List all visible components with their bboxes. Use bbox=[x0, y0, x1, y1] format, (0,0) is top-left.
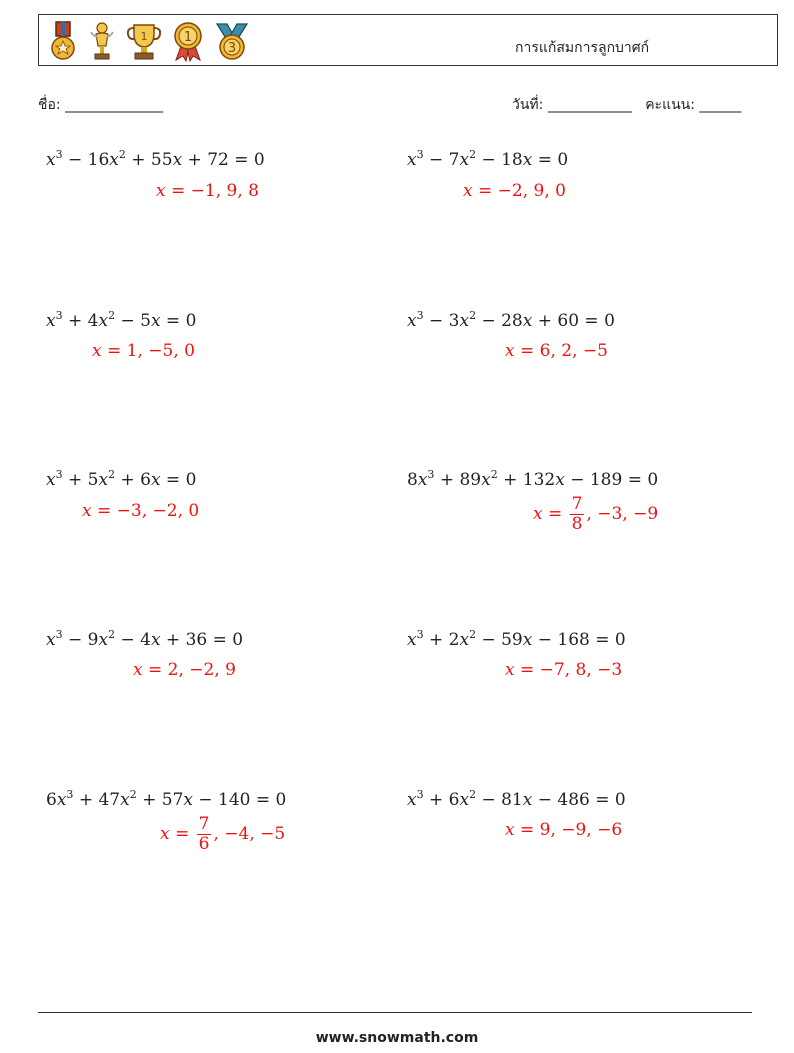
equation-part: x bbox=[522, 150, 533, 170]
equation-part: + 6 bbox=[423, 790, 460, 810]
equation-part: 3 bbox=[66, 788, 74, 801]
trophy-figure-icon bbox=[87, 20, 117, 62]
rosette-one-icon bbox=[171, 20, 205, 62]
equation-part: x bbox=[150, 630, 161, 650]
svg-text:1: 1 bbox=[140, 30, 148, 43]
equation-part: = 0 bbox=[160, 470, 197, 490]
problem-equation bbox=[407, 630, 626, 650]
answer-fraction bbox=[570, 495, 585, 533]
problem-equation bbox=[46, 150, 265, 170]
equation-part: x bbox=[109, 150, 119, 170]
equation-part: x bbox=[407, 790, 417, 810]
answer-values: = −2, 9, 0 bbox=[472, 181, 566, 201]
problem-answer bbox=[505, 660, 622, 680]
fraction-numerator: 7 bbox=[571, 494, 583, 514]
footer-url: www.snowmath.com bbox=[315, 1030, 479, 1046]
answer-values: = 6, 2, −5 bbox=[514, 341, 608, 361]
equation-part: x bbox=[522, 630, 533, 650]
equation-part: x bbox=[183, 790, 193, 810]
answer-equals: = bbox=[542, 504, 568, 525]
equation-part: 2 bbox=[108, 628, 116, 641]
svg-text:1: 1 bbox=[183, 30, 193, 45]
answer-variable: x bbox=[533, 504, 543, 525]
equation-part: x bbox=[555, 470, 565, 490]
equation-part: − 18 bbox=[476, 150, 523, 170]
equation-part: x bbox=[120, 790, 130, 810]
problem-equation bbox=[46, 470, 196, 490]
problem-equation bbox=[407, 311, 615, 331]
equation-part: − 3 bbox=[423, 311, 460, 331]
equation-part: − 7 bbox=[423, 150, 460, 170]
problem-answer bbox=[463, 181, 566, 201]
problem-equation bbox=[407, 150, 568, 170]
equation-part: + 5 bbox=[62, 470, 99, 490]
answer-variable: x bbox=[505, 660, 515, 680]
date-field-label: วันที่: ____________ bbox=[512, 97, 632, 113]
problem-answer bbox=[533, 495, 658, 533]
equation-part: x bbox=[56, 790, 67, 810]
equation-part: x bbox=[407, 150, 417, 170]
equation-part: − 4 bbox=[115, 630, 151, 650]
answer-values: = 1, −5, 0 bbox=[101, 341, 195, 361]
fraction-numerator: 7 bbox=[198, 814, 210, 834]
equation-part: 2 bbox=[108, 309, 116, 322]
equation-part: x bbox=[522, 790, 533, 810]
worksheet-title: การแก้สมการลูกบาศก์ bbox=[515, 40, 650, 56]
equation-part: − 5 bbox=[115, 311, 151, 331]
equation-part: 2 bbox=[469, 628, 477, 641]
equation-part: + 6 bbox=[115, 470, 151, 490]
equation-part: 3 bbox=[55, 628, 63, 641]
equation-part: x bbox=[150, 311, 161, 331]
trophy-cup-icon bbox=[125, 20, 163, 62]
answer-values: = −7, 8, −3 bbox=[514, 660, 623, 680]
footer-divider bbox=[38, 1012, 752, 1013]
problem-equation bbox=[46, 790, 286, 810]
answer-variable: x bbox=[92, 341, 102, 361]
answer-variable: x bbox=[463, 181, 473, 201]
equation-part: − 59 bbox=[476, 630, 523, 650]
equation-part: 2 bbox=[108, 468, 116, 481]
equation-part: 6 bbox=[46, 790, 57, 810]
equation-part: + 60 = 0 bbox=[532, 311, 615, 331]
equation-part: 2 bbox=[469, 309, 477, 322]
equation-part: x bbox=[172, 150, 183, 170]
equation-part: x bbox=[46, 311, 56, 331]
medal-three-icon bbox=[213, 20, 251, 62]
equation-part: + 55 bbox=[125, 150, 173, 170]
problem-answer bbox=[92, 341, 195, 361]
fraction-denominator: 6 bbox=[198, 833, 210, 854]
answer-values: , −4, −5 bbox=[213, 824, 286, 845]
answer-equals: = bbox=[169, 824, 195, 845]
answer-values: = −3, −2, 0 bbox=[91, 501, 200, 521]
equation-part: + 36 = 0 bbox=[160, 630, 244, 650]
equation-part: 2 bbox=[469, 788, 477, 801]
equation-part: 2 bbox=[129, 788, 137, 801]
problem-equation bbox=[46, 311, 196, 331]
date-score-row bbox=[512, 94, 741, 116]
problem-answer bbox=[160, 815, 285, 853]
equation-part: x bbox=[459, 790, 470, 810]
equation-part: x bbox=[459, 311, 470, 331]
answer-variable: x bbox=[156, 181, 166, 201]
svg-text:3: 3 bbox=[227, 41, 237, 56]
equation-part: − 140 = 0 bbox=[192, 790, 287, 810]
equation-part: + 132 bbox=[497, 470, 556, 490]
equation-part: − 486 = 0 bbox=[532, 790, 626, 810]
equation-part: x bbox=[481, 470, 491, 490]
medal-star-icon bbox=[47, 20, 79, 62]
score-field-label: คะแนน: ______ bbox=[645, 97, 742, 113]
name-field-label: ชื่อ: ______________ bbox=[38, 97, 164, 113]
answer-values: , −3, −9 bbox=[586, 504, 659, 525]
equation-part: x bbox=[407, 630, 417, 650]
answer-fraction bbox=[197, 815, 212, 853]
problem-answer bbox=[505, 820, 622, 840]
answer-variable: x bbox=[505, 341, 515, 361]
equation-part: 3 bbox=[55, 309, 63, 322]
equation-part: x bbox=[150, 470, 161, 490]
equation-part: − 16 bbox=[62, 150, 110, 170]
equation-part: − 9 bbox=[62, 630, 99, 650]
problem-equation bbox=[407, 790, 626, 810]
equation-part: x bbox=[459, 630, 470, 650]
answer-variable: x bbox=[133, 660, 143, 680]
equation-part: + 4 bbox=[62, 311, 99, 331]
equation-part: − 81 bbox=[476, 790, 523, 810]
equation-part: x bbox=[46, 630, 56, 650]
answer-variable: x bbox=[505, 820, 515, 840]
problem-answer bbox=[505, 341, 608, 361]
equation-part: x bbox=[417, 470, 428, 490]
equation-part: 2 bbox=[469, 148, 477, 161]
equation-part: x bbox=[98, 470, 109, 490]
equation-part: 3 bbox=[416, 309, 424, 322]
equation-part: x bbox=[459, 150, 470, 170]
equation-part: 3 bbox=[416, 148, 424, 161]
problem-answer bbox=[82, 501, 199, 521]
equation-part: 2 bbox=[490, 468, 498, 481]
equation-part: 3 bbox=[427, 468, 435, 481]
equation-part: 3 bbox=[416, 788, 424, 801]
equation-part: x bbox=[522, 311, 533, 331]
equation-part: = 0 bbox=[532, 150, 569, 170]
equation-part: − 168 = 0 bbox=[532, 630, 626, 650]
equation-part: − 189 = 0 bbox=[564, 470, 659, 490]
answer-values: = 2, −2, 9 bbox=[142, 660, 236, 680]
equation-part: x bbox=[46, 470, 56, 490]
equation-part: + 57 bbox=[136, 790, 184, 810]
equation-part: 2 bbox=[118, 148, 126, 161]
equation-part: + 2 bbox=[423, 630, 460, 650]
equation-part: x bbox=[98, 630, 109, 650]
equation-part: x bbox=[46, 150, 56, 170]
equation-part: + 47 bbox=[73, 790, 121, 810]
equation-part: − 28 bbox=[476, 311, 523, 331]
equation-part: 8 bbox=[407, 470, 418, 490]
problem-equation bbox=[407, 470, 658, 490]
problem-answer bbox=[133, 660, 236, 680]
header-icons bbox=[47, 19, 251, 63]
equation-part: x bbox=[407, 311, 417, 331]
fraction-denominator: 8 bbox=[571, 513, 583, 534]
header-box bbox=[38, 14, 778, 66]
equation-part: 3 bbox=[416, 628, 424, 641]
answer-variable: x bbox=[160, 824, 170, 845]
answer-values: = −1, 9, 8 bbox=[165, 181, 259, 201]
equation-part: + 89 bbox=[434, 470, 482, 490]
answer-values: = 9, −9, −6 bbox=[514, 820, 623, 840]
equation-part: 3 bbox=[55, 468, 63, 481]
equation-part: + 72 = 0 bbox=[182, 150, 265, 170]
problem-answer bbox=[156, 181, 259, 201]
equation-part: 3 bbox=[55, 148, 63, 161]
answer-variable: x bbox=[82, 501, 92, 521]
equation-part: x bbox=[98, 311, 109, 331]
equation-part: = 0 bbox=[160, 311, 197, 331]
problem-equation bbox=[46, 630, 243, 650]
